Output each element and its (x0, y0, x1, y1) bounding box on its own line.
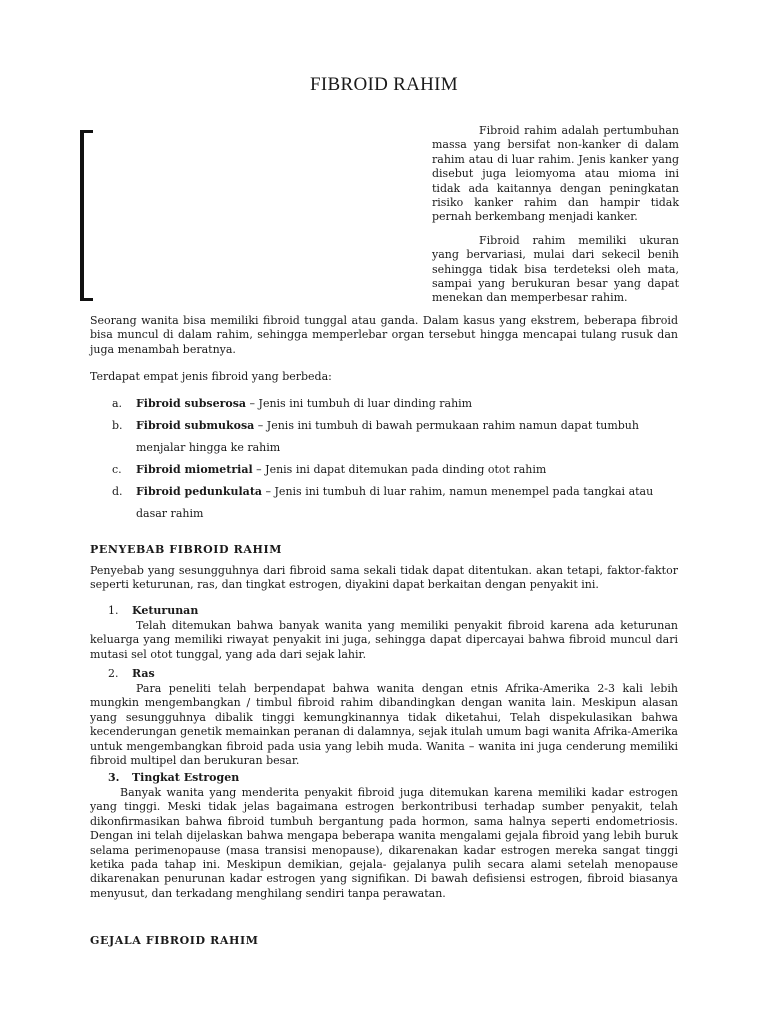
cause-number: 2. (108, 667, 119, 680)
cause-text-3-block (90, 786, 678, 901)
cause-title: Ras (132, 667, 155, 680)
list-marker: a. (112, 397, 123, 410)
causes-intro: Penyebab yang sesungguhnya dari fibroid sama sekali tidak dapat ditentukan. akan tetapi, faktor-faktor seperti keturunan, ras, dan tingkat estrogen, diyakini dapat berkaitan dengan penyakit ini. (90, 564, 678, 592)
list-marker: c. (112, 463, 122, 476)
type-name: Fibroid subserosa (136, 397, 247, 410)
type-name: Fibroid pedunkulata (136, 485, 263, 498)
cause-heading-3 (108, 771, 678, 785)
intro-column (432, 124, 679, 306)
cause-title: Tingkat Estrogen (132, 771, 240, 784)
type-desc: – Jenis ini tumbuh di luar dinding rahim (246, 397, 473, 410)
type-desc: – Jenis ini tumbuh di bawah permukaan rahim namun dapat tumbuh menjalar hingga ke rahim (136, 419, 639, 454)
type-name: Fibroid submukosa (136, 419, 255, 432)
cause-number: 3. (108, 771, 120, 784)
section-heading-causes: PENYEBAB FIBROID RAHIM (90, 543, 282, 556)
types-intro: Terdapat empat jenis fibroid yang berbeda: (90, 370, 332, 383)
cause-text: Banyak wanita yang menderita penyakit fibroid juga ditemukan karena memiliki kadar estrogen yang tinggi. Meski tidak jelas bagaimana estrogen berkontribusi terhadap sumber penyakit, telah dikonfirmasikan bahwa fibroid tumbuh bergantung pada hormon, sama halnya seperti endometriosis. Dengan ini telah dijelaskan bahwa mengapa beberapa wanita mengalami gejala fibroid yang lebih buruk selama perimenopause (masa transisi menopause), dikarenakan kadar estrogen mereka sangat tinggi ketika pada tahap ini. Meskipun demikian, gejala- gejalanya pulih secara alami setelah menopause dikarenakan penurunan kadar estrogen yang signifikan. Di bawah defisiensi estrogen, fibroid biasanya menyusut, dan terkadang menghilang sendiri tanpa perawatan. (90, 786, 678, 900)
cause-title: Keturunan (132, 604, 199, 617)
causes-intro-block (90, 564, 678, 593)
cause-text-1-block (90, 619, 678, 662)
cause-text: Telah ditemukan bahwa banyak wanita yang memiliki penyakit fibroid karena ada keturunan keluarga yang memiliki riwayat penyakit ini juga, sehingga dapat dipercayai bahwa fibroid muncul dari mutasi sel otot tunggal, yang ada dari sejak lahir. (90, 619, 678, 661)
cause-heading-2 (108, 667, 678, 681)
fibroid-types-list (112, 393, 682, 525)
types-intro-block (90, 370, 678, 384)
bracket-decoration (80, 130, 93, 301)
document-title: FIBROID RAHIM (310, 74, 458, 95)
list-item (112, 393, 682, 415)
list-item (112, 459, 682, 481)
type-name: Fibroid miometrial (136, 463, 253, 476)
list-marker: b. (112, 419, 123, 432)
list-marker: d. (112, 485, 123, 498)
cause-heading-1 (108, 604, 678, 618)
cause-text-2-block (90, 682, 678, 768)
list-item (112, 415, 682, 459)
type-desc: – Jenis ini dapat ditemukan pada dinding otot rahim (252, 463, 547, 476)
cause-text: Para peneliti telah berpendapat bahwa wanita dengan etnis Afrika-Amerika 2-3 kali lebih mungkin mengembangkan / timbul fibroid rahim dibandingkan dengan wanita lain. Meskipun alasan yang sesungguhnya dibalik tinggi kemungkinannya tidak diketahui, Telah dispekulasikan bahwa kecenderungan genetik memainkan peranan di dalamnya, sejak itulah umum bagi wanita Afrika-Amerika untuk mengembangkan fibroid pada usia yang lebih muda. Wanita – wanita ini juga cenderung memiliki fibroid multipel dan berukuran besar. (90, 682, 678, 768)
type-desc: – Jenis ini tumbuh di luar rahim, namun menempel pada tangkai atau dasar rahim (136, 485, 654, 520)
cause-number: 1. (108, 604, 119, 617)
section-heading-symptoms: GEJALA FIBROID RAHIM (90, 934, 259, 947)
list-item (112, 481, 682, 525)
intro-paragraph-3: Seorang wanita bisa memiliki fibroid tunggal atau ganda. Dalam kasus yang ekstrem, beberapa fibroid bisa muncul di dalam rahim, sehingga memperlebar organ tersebut hingga mencapai tulang rusuk dan juga menambah beratnya. (90, 314, 678, 356)
intro-paragraph-3-block (90, 314, 678, 357)
intro-paragraph-1: Fibroid rahim adalah pertumbuhan massa yang bersifat non-kanker di dalam rahim atau di luar rahim. Jenis kanker yang disebut juga leiomyoma atau mioma ini tidak ada kaitannya dengan peningkatan risiko kanker rahim dan hampir tidak pernah berkembang menjadi kanker. (432, 124, 679, 224)
intro-paragraph-2: Fibroid rahim memiliki ukuran yang bervariasi, mulai dari sekecil benih sehingga tidak bisa terdeteksi oleh mata, sampai yang berukuran besar yang dapat menekan dan memperbesar rahim. (432, 233, 679, 305)
